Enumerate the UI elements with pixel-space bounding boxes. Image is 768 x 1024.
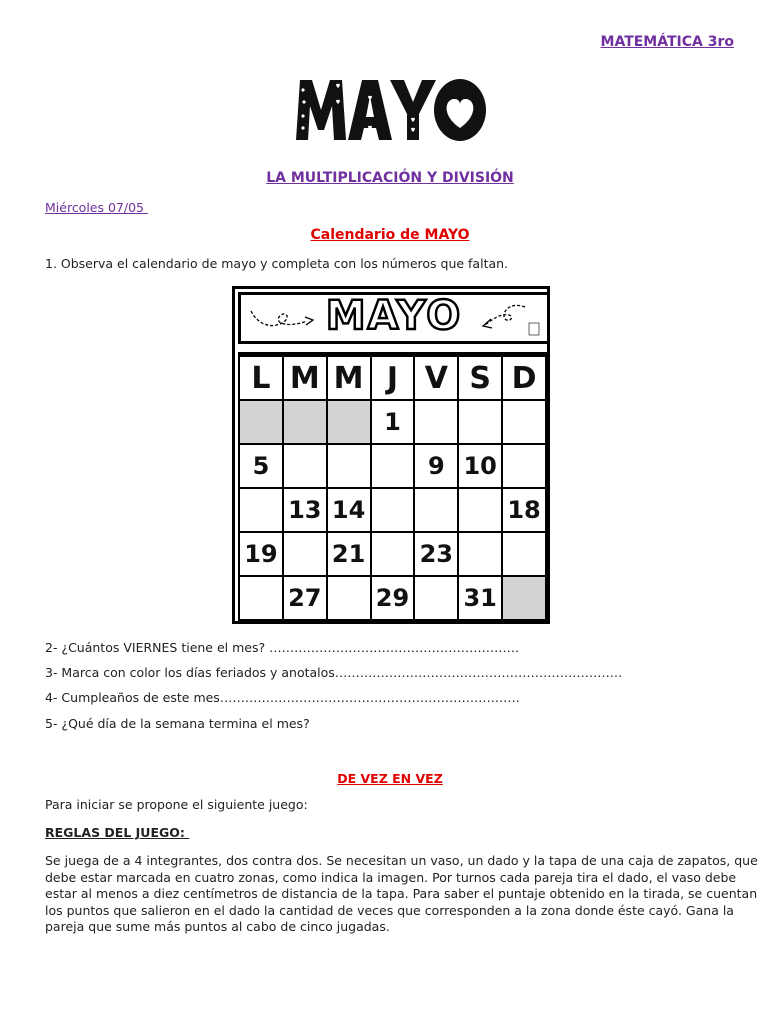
calendar-day-cell: 21: [327, 532, 371, 576]
weekday-header: M: [283, 356, 327, 400]
calendar-grid: [238, 352, 547, 621]
calendar-day-cell: [327, 444, 371, 488]
calendar-heading: Calendario de MAYO: [310, 227, 470, 243]
calendar-day-cell: [239, 488, 283, 532]
dashed-arrow-icon-right: [479, 303, 541, 340]
calendar-day-cell: [283, 444, 327, 488]
calendar-day-cell: [414, 400, 458, 444]
calendar-day-cell: 13: [283, 488, 327, 532]
game-intro: Para iniciar se propone el siguiente juego:: [45, 797, 308, 812]
calendar-day-cell: [458, 400, 502, 444]
question-2: 2- ¿Cuántos VIERNES tiene el mes? ……………………………………………………: [45, 640, 520, 655]
weekday-header: M: [327, 356, 371, 400]
calendar-day-cell: [458, 488, 502, 532]
question-3: 3- Marca con color los días feriados y anotalos……………………………………………………………: [45, 665, 623, 680]
calendar-day-cell: [414, 488, 458, 532]
calendar-day-cell: 31: [458, 576, 502, 620]
calendar-day-cell: 9: [414, 444, 458, 488]
calendar-day-cell: [327, 576, 371, 620]
calendar-day-cell: 29: [371, 576, 415, 620]
subject-label: MATEMÁTICA 3ro: [600, 34, 734, 50]
calendar-day-cell: [283, 400, 327, 444]
calendar-day-cell: [371, 532, 415, 576]
lesson-date: Miércoles 07/05: [45, 200, 148, 215]
question-1: 1. Observa el calendario de mayo y completa con los números que faltan.: [45, 256, 509, 271]
calendar-day-cell: [502, 444, 546, 488]
calendar-day-cell: [371, 488, 415, 532]
calendar-day-cell: [502, 532, 546, 576]
calendar-day-cell: [458, 532, 502, 576]
calendar-day-cell: 1: [371, 400, 415, 444]
weekday-header: V: [414, 356, 458, 400]
calendar-day-cell: 23: [414, 532, 458, 576]
calendar-day-cell: [327, 400, 371, 444]
question-5: 5- ¿Qué día de la semana termina el mes?: [45, 716, 310, 731]
question-4: 4- Cumpleaños de este mes………………………………………………………………: [45, 690, 520, 705]
calendar-title-banner: [238, 292, 547, 344]
lesson-title: LA MULTIPLICACIÓN Y DIVISIÓN: [266, 170, 514, 186]
weekday-header: J: [371, 356, 415, 400]
calendar-day-cell: 19: [239, 532, 283, 576]
weekday-header: S: [458, 356, 502, 400]
mayo-logo: [290, 70, 490, 149]
calendar-day-cell: 27: [283, 576, 327, 620]
game-section-title: DE VEZ EN VEZ: [337, 771, 443, 786]
calendar-day-cell: 5: [239, 444, 283, 488]
calendar-day-cell: 14: [327, 488, 371, 532]
calendar-day-cell: 10: [458, 444, 502, 488]
calendar-day-cell: [371, 444, 415, 488]
calendar-day-cell: [502, 400, 546, 444]
calendar-day-cell: [239, 400, 283, 444]
rules-paragraph: Se juega de a 4 integrantes, dos contra dos. Se necesitan un vaso, un dado y la tapa de una caja de zapatos, que debe estar marcada en cuatro zonas, como indica la imagen. Por turnos cada pareja tira el dado, el vaso debe estar al menos a diez centímetros de distancia de la tapa. Para saber el puntaje obtenido en la tirada, se cuentan los puntos que salieron en el dado la cantidad de veces que corresponden a la zona donde éste cayó. Gana la pareja que sume más puntos al cabo de cinco jugadas.: [45, 853, 758, 934]
calendar-day-cell: [414, 576, 458, 620]
may-calendar: [232, 286, 550, 624]
rules-title: REGLAS DEL JUEGO:: [45, 825, 190, 840]
calendar-day-cell: [283, 532, 327, 576]
calendar-day-cell: [502, 576, 546, 620]
weekday-header: D: [502, 356, 546, 400]
weekday-header: L: [239, 356, 283, 400]
calendar-day-cell: [239, 576, 283, 620]
calendar-day-cell: 18: [502, 488, 546, 532]
calendar-month-label: MAYO: [325, 293, 463, 339]
